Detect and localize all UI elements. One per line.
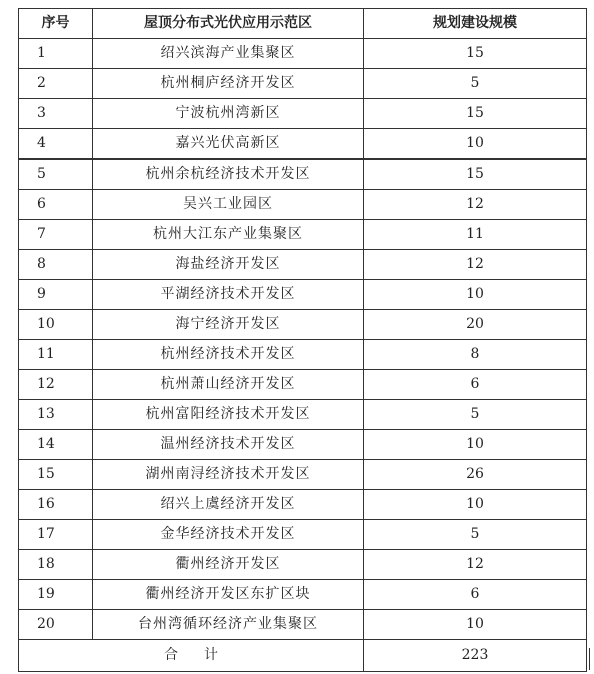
table-body (19, 39, 587, 640)
table-row (19, 370, 587, 400)
row-demo-zone: 海盐经济开发区 (93, 250, 364, 280)
row-serial-number: 15 (19, 460, 93, 490)
row-demo-zone: 吴兴工业园区 (93, 190, 364, 220)
row-serial-number: 9 (19, 280, 93, 310)
row-serial-number: 4 (19, 129, 93, 160)
table-row (19, 280, 587, 310)
row-planned-scale: 10 (364, 490, 587, 520)
row-serial-number: 10 (19, 310, 93, 340)
plan-table-container (18, 8, 586, 672)
row-planned-scale: 26 (364, 460, 587, 490)
row-serial-number: 16 (19, 490, 93, 520)
table-row (19, 400, 587, 430)
row-serial-number: 2 (19, 69, 93, 99)
row-planned-scale: 10 (364, 280, 587, 310)
table-header (19, 9, 587, 39)
row-planned-scale: 15 (364, 39, 587, 69)
row-serial-number: 8 (19, 250, 93, 280)
row-serial-number: 5 (19, 159, 93, 190)
row-serial-number: 19 (19, 580, 93, 610)
edge-line (589, 648, 590, 670)
table-footer (19, 640, 587, 672)
table-row (19, 460, 587, 490)
row-demo-zone: 绍兴上虞经济开发区 (93, 490, 364, 520)
total-row (19, 640, 587, 672)
table-row (19, 580, 587, 610)
row-demo-zone: 衢州经济开发区东扩区块 (93, 580, 364, 610)
row-planned-scale: 8 (364, 340, 587, 370)
row-planned-scale: 15 (364, 99, 587, 129)
row-serial-number: 13 (19, 400, 93, 430)
row-planned-scale: 15 (364, 159, 587, 190)
table-row (19, 250, 587, 280)
row-planned-scale: 11 (364, 220, 587, 250)
table-row (19, 39, 587, 69)
table-row (19, 520, 587, 550)
row-demo-zone: 平湖经济技术开发区 (93, 280, 364, 310)
row-demo-zone: 温州经济技术开发区 (93, 430, 364, 460)
header-serial-number: 序号 (19, 9, 93, 39)
row-planned-scale: 6 (364, 370, 587, 400)
header-demo-zone: 屋顶分布式光伏应用示范区 (93, 9, 364, 39)
row-demo-zone: 杭州富阳经济技术开发区 (93, 400, 364, 430)
table-row (19, 190, 587, 220)
table-row (19, 550, 587, 580)
row-planned-scale: 12 (364, 550, 587, 580)
row-demo-zone: 海宁经济开发区 (93, 310, 364, 340)
row-demo-zone: 台州湾循环经济产业集聚区 (93, 610, 364, 640)
row-planned-scale: 10 (364, 129, 587, 160)
row-demo-zone: 杭州经济技术开发区 (93, 340, 364, 370)
row-demo-zone: 绍兴滨海产业集聚区 (93, 39, 364, 69)
table-row (19, 69, 587, 99)
row-planned-scale: 12 (364, 250, 587, 280)
table-row (19, 159, 587, 190)
row-serial-number: 17 (19, 520, 93, 550)
row-planned-scale: 12 (364, 190, 587, 220)
row-demo-zone: 衢州经济开发区 (93, 550, 364, 580)
row-serial-number: 6 (19, 190, 93, 220)
row-demo-zone: 杭州余杭经济技术开发区 (93, 159, 364, 190)
row-serial-number: 7 (19, 220, 93, 250)
row-planned-scale: 5 (364, 69, 587, 99)
table-row (19, 610, 587, 640)
row-planned-scale: 5 (364, 520, 587, 550)
row-demo-zone: 金华经济技术开发区 (93, 520, 364, 550)
table-row (19, 99, 587, 129)
row-demo-zone: 杭州桐庐经济开发区 (93, 69, 364, 99)
row-planned-scale: 20 (364, 310, 587, 340)
row-serial-number: 18 (19, 550, 93, 580)
row-demo-zone: 杭州大江东产业集聚区 (93, 220, 364, 250)
row-serial-number: 14 (19, 430, 93, 460)
row-serial-number: 20 (19, 610, 93, 640)
row-planned-scale: 10 (364, 430, 587, 460)
total-label: 合计 (19, 640, 364, 672)
pv-demo-zone-table (18, 8, 587, 672)
row-serial-number: 1 (19, 39, 93, 69)
table-row (19, 129, 587, 160)
table-row (19, 220, 587, 250)
table-row (19, 340, 587, 370)
row-serial-number: 3 (19, 99, 93, 129)
row-serial-number: 11 (19, 340, 93, 370)
row-serial-number: 12 (19, 370, 93, 400)
row-demo-zone: 嘉兴光伏高新区 (93, 129, 364, 160)
row-planned-scale: 6 (364, 580, 587, 610)
header-planned-scale: 规划建设规模 (364, 9, 587, 39)
row-demo-zone: 宁波杭州湾新区 (93, 99, 364, 129)
table-row (19, 490, 587, 520)
table-row (19, 310, 587, 340)
row-planned-scale: 10 (364, 610, 587, 640)
table-row (19, 430, 587, 460)
header-row (19, 9, 587, 39)
row-planned-scale: 5 (364, 400, 587, 430)
row-demo-zone: 湖州南浔经济技术开发区 (93, 460, 364, 490)
total-value: 223 (364, 640, 587, 672)
row-demo-zone: 杭州萧山经济开发区 (93, 370, 364, 400)
